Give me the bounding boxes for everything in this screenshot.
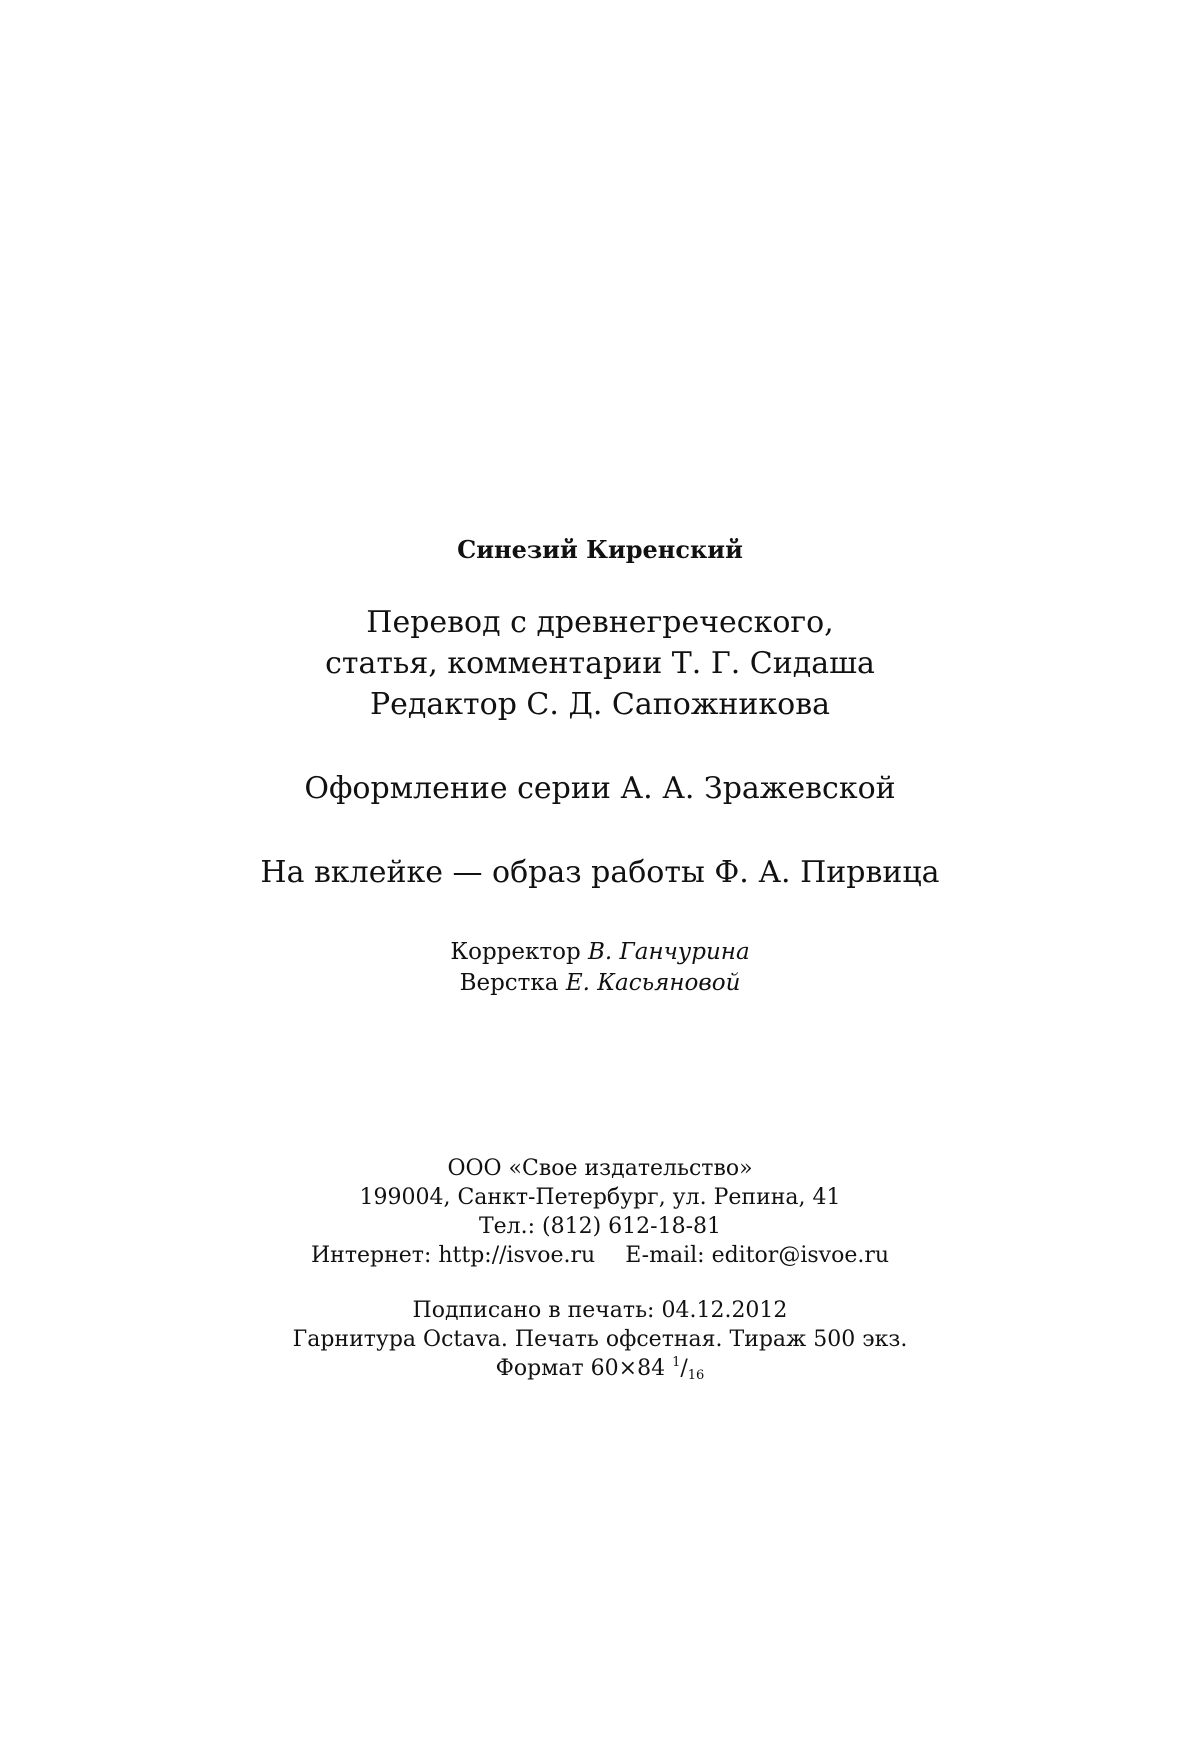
- corrector-line: [0, 941, 1200, 964]
- insert-line: На вклейке — образ работы Ф. А. Пирвица: [260, 855, 940, 890]
- signed-date: Подписано в печать: 04.12.2012: [412, 1298, 788, 1323]
- format-fraction: $^1/_{16}$: [672, 1355, 705, 1383]
- publisher-name: ООО «Свое издательство»: [447, 1156, 753, 1181]
- publisher-contacts: [0, 1245, 1200, 1267]
- publisher-email: E-mail: editor@isvoe.ru: [625, 1243, 890, 1268]
- imprint-details: Гарнитура Octava. Печать офсетная. Тираж 500 экз.: [292, 1327, 908, 1352]
- publisher-internet: Интернет: http://isvoe.ru: [310, 1243, 596, 1268]
- publisher-address: 199004, Санкт-Петербург, ул. Репина, 41: [359, 1185, 841, 1210]
- format-label: Формат 60×84: [495, 1356, 666, 1381]
- series-design-line: Оформление серии А. А. Зражевской: [304, 771, 896, 806]
- format-line: [0, 1355, 1200, 1383]
- corrector-name: В. Ганчурина: [588, 939, 750, 965]
- corrector-role: Корректор: [450, 939, 581, 965]
- layout-role: Верстка: [459, 970, 559, 996]
- format-denominator: 16: [687, 1368, 705, 1383]
- translation-line-1: Перевод с древнегреческого,: [366, 605, 834, 640]
- author-name: Синезий Киренский: [457, 535, 743, 564]
- publisher-phone: Тел.: (812) 612-18-81: [478, 1214, 722, 1239]
- format-numerator: 1: [672, 1355, 681, 1370]
- layout-line: [0, 972, 1200, 995]
- layout-name: Е. Касьяновой: [565, 970, 741, 996]
- translation-line-2: статья, комментарии Т. Г. Сидаша: [325, 646, 875, 681]
- editor-line: Редактор С. Д. Сапожникова: [369, 687, 830, 722]
